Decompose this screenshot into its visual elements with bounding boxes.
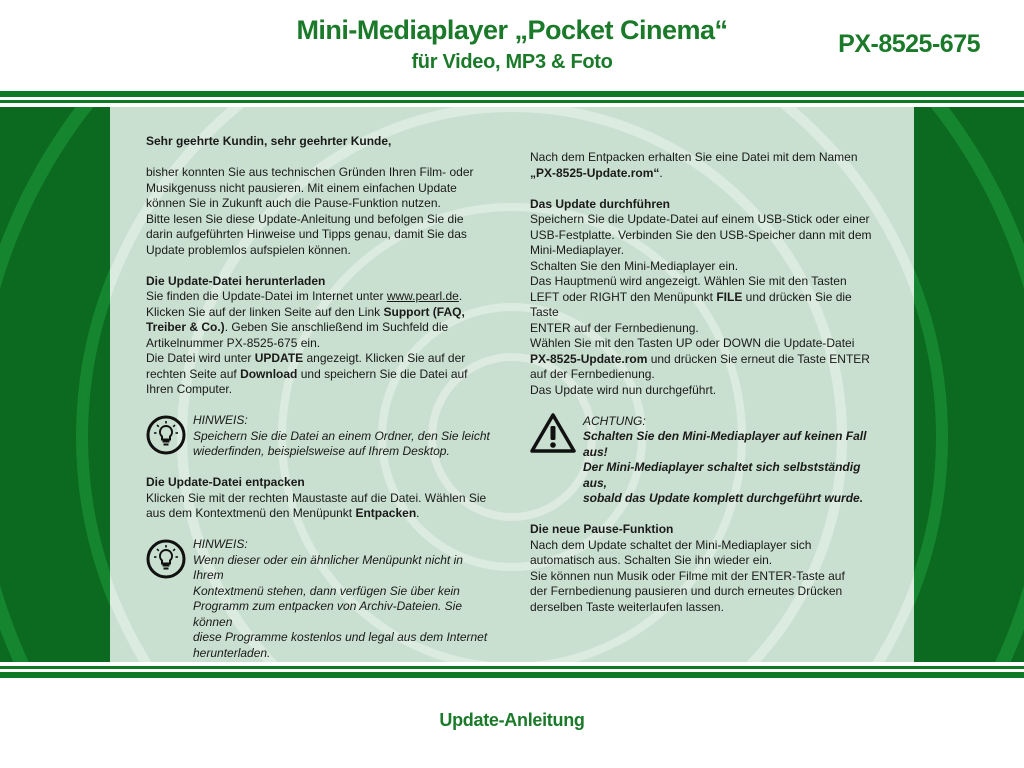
hint-label: HINWEIS:: [193, 413, 248, 427]
hint-line: wiederfinden, beispielsweise auf Ihrem Desktop.: [193, 444, 450, 458]
hint-line: Speichern Sie die Datei an einem Ordner, den Sie leicht: [193, 428, 490, 443]
left-column: [146, 134, 496, 661]
lightbulb-icon: [146, 415, 186, 455]
unpack-text: .: [416, 506, 420, 520]
intro-line: Bitte lesen Sie diese Update-Anleitung und befolgen Sie die: [146, 211, 464, 226]
hint-line: herunterladen.: [193, 645, 271, 660]
unpacked-line: Nach dem Entpacken erhalten Sie eine Datei mit dem Namen: [530, 150, 858, 164]
warning-line: Der Mini-Mediaplayer schaltet sich selbstständig aus,: [583, 460, 861, 490]
pause-heading: Die neue Pause-Funktion: [530, 522, 674, 536]
download-heading: Die Update-Datei herunterladen: [146, 273, 326, 288]
unpack-heading: Die Update-Datei entpacken: [146, 475, 305, 489]
download-line: Ihren Computer.: [146, 382, 233, 396]
download-text: . Geben Sie anschließend im Suchfeld die: [224, 320, 449, 334]
pearl-link[interactable]: www.pearl.de: [386, 289, 459, 303]
download-text: rechten Seite auf: [146, 366, 241, 381]
warning-label: ACHTUNG:: [583, 413, 646, 428]
perform-line: Mini-Mediaplayer.: [530, 243, 625, 257]
intro-line: können Sie in Zukunft auch die Pause-Funktion nutzen.: [146, 196, 441, 210]
unpack-line: [146, 506, 496, 522]
download-line: [146, 367, 496, 383]
perform-line: Speichern Sie die Update-Datei auf einem USB-Stick oder einer: [530, 212, 870, 226]
page-subtitle: für Video, MP3 & Foto: [411, 51, 613, 73]
perform-line: Das Hauptmenü wird angezeigt. Wählen Sie mit den Tasten: [530, 274, 847, 288]
footer-title: Update-Anleitung: [439, 710, 585, 730]
download-text: und speichern Sie die Datei auf: [297, 366, 468, 381]
hint-line: Wenn dieser oder ein ähnlicher Menüpunkt nicht in Ihrem: [193, 552, 463, 582]
hint-box-2: [146, 537, 496, 661]
bottom-stripe-thick: [0, 672, 1024, 678]
download-line: [146, 351, 496, 367]
intro-line: darin aufgeführten Hinweise und Tipps genau, damit Sie das: [146, 227, 467, 241]
hint-box-1: [146, 413, 496, 460]
perform-text: und drücken Sie erneut die Taste ENTER: [647, 351, 870, 366]
file-menu-label: FILE: [716, 289, 743, 304]
perform-text: und drücken Sie die Taste: [530, 289, 852, 319]
pause-line: der Fernbedienung pausieren und durch erneutes Drücken: [530, 584, 843, 598]
unpack-text: aus dem Kontextmenü den Menüpunkt: [146, 506, 356, 520]
perform-line: Das Update wird nun durchgeführt.: [530, 382, 717, 397]
hint-line: Programm zum entpacken von Archiv-Dateien. Sie können: [193, 599, 463, 629]
download-text: .: [458, 289, 463, 303]
support-link-label: Treiber & Co.): [146, 320, 225, 334]
rom-filename: „PX-8525-Update.rom“: [530, 165, 660, 180]
hint-label: HINWEIS:: [193, 537, 248, 551]
support-link-label: Support (FAQ,: [383, 304, 465, 319]
right-column: [530, 150, 880, 615]
hint-line: Kontextmenü stehen, dann verfügen Sie über kein: [193, 583, 460, 598]
update-label: UPDATE: [254, 351, 304, 365]
warning-triangle-icon: [530, 412, 576, 454]
pause-line: Sie können nun Musik oder Filme mit der ENTER-Taste auf: [530, 568, 845, 583]
bottom-stripe-thin: [0, 666, 1024, 669]
pause-line: derselben Taste weiterlaufen lassen.: [530, 599, 724, 614]
product-code: PX-8525-675: [838, 30, 980, 58]
download-text: Die Datei wird unter: [146, 351, 255, 365]
unpack-line: Klicken Sie mit der rechten Maustaste auf die Datei. Wählen Sie: [146, 490, 487, 505]
top-stripe-thick: [0, 91, 1024, 97]
pause-line: Nach dem Update schaltet der Mini-Mediaplayer sich: [530, 537, 812, 552]
intro-line: Musikgenuss nicht pausieren. Mit einem einfachen Update: [146, 180, 457, 195]
page-header: [0, 0, 1024, 90]
perform-line: auf der Fernbedienung.: [530, 367, 655, 381]
download-text: Klicken Sie auf der linken Seite auf den Link: [146, 304, 384, 319]
intro-line: Update problemlos aufspielen können.: [146, 242, 351, 257]
rom-filename: PX-8525-Update.rom: [530, 351, 648, 366]
intro-line: bisher konnten Sie aus technischen Gründen Ihren Film- oder: [146, 165, 474, 179]
perform-line: [530, 352, 880, 368]
perform-line: [530, 290, 880, 321]
perform-heading: Das Update durchführen: [530, 196, 671, 211]
entpacken-label: Entpacken: [355, 506, 417, 520]
top-stripe-thin: [0, 100, 1024, 103]
download-text: angezeigt. Klicken Sie auf der: [303, 351, 466, 365]
unpacked-line: [530, 166, 880, 182]
salutation: Sehr geehrte Kundin, sehr geehrter Kunde,: [146, 134, 392, 148]
perform-line: Wählen Sie mit den Tasten UP oder DOWN die Update-Datei: [530, 336, 855, 350]
perform-line: Schalten Sie den Mini-Mediaplayer ein.: [530, 258, 739, 273]
download-text: Sie finden die Update-Datei im Internet unter: [146, 289, 387, 303]
page-title: Mini-Mediaplayer „Pocket Cinema“: [296, 15, 728, 45]
unpacked-text: .: [659, 165, 663, 180]
lightbulb-icon: [146, 539, 186, 579]
download-line: [146, 320, 496, 336]
download-line: Artikelnummer PX-8525-675 ein.: [146, 335, 321, 350]
perform-line: ENTER auf der Fernbedienung.: [530, 320, 699, 335]
warning-line: sobald das Update komplett durchgeführt wurde.: [583, 491, 864, 505]
download-line: [146, 305, 496, 321]
download-line: [146, 289, 496, 305]
perform-text: LEFT oder RIGHT den Menüpunkt: [530, 289, 717, 304]
hint-line: diese Programme kostenlos und legal aus dem Internet: [193, 630, 488, 644]
warning-box: [530, 414, 880, 507]
perform-line: USB-Festplatte. Verbinden Sie den USB-Speicher dann mit dem: [530, 227, 872, 242]
download-label: Download: [240, 366, 298, 381]
warning-line: Schalten Sie den Mini-Mediaplayer auf keinen Fall aus!: [583, 429, 867, 459]
pause-line: automatisch aus. Schalten Sie ihn wieder ein.: [530, 553, 773, 567]
